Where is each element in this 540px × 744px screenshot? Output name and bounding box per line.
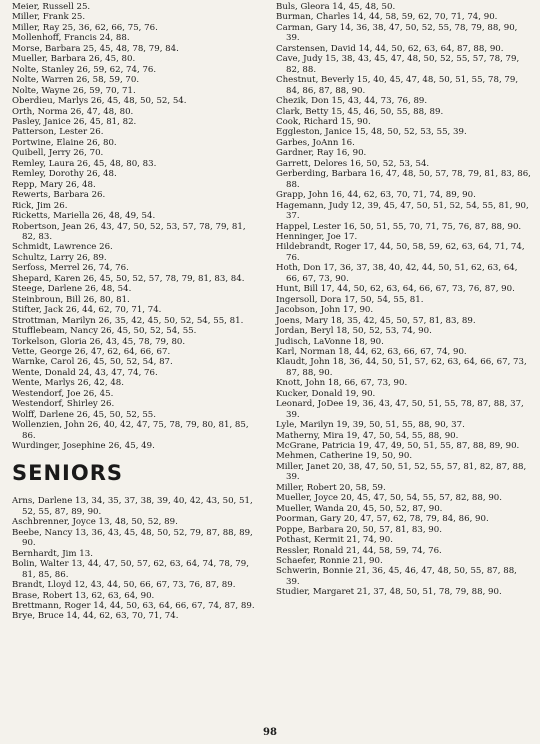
index-entry: Matherny, Mira 19, 47, 50, 54, 55, 88, 90.	[276, 430, 459, 441]
index-entry: Studier, Margaret 21, 37, 48, 50, 51, 78, 79, 88, 90.	[276, 587, 502, 598]
index-entry: Torkelson, Gloria 26, 43, 45, 78, 79, 80.	[12, 336, 186, 347]
index-entry: Brettmann, Roger 14, 44, 50, 63, 64, 66, 67, 74, 87, 89.	[12, 601, 255, 612]
index-entry: Cook, Richard 15, 90.	[276, 116, 371, 127]
index-entry: Joens, Mary 18, 35, 42, 45, 50, 57, 81, 83, 89.	[276, 315, 476, 326]
index-entry: Wolff, Darlene 26, 45, 50, 52, 55.	[12, 409, 157, 420]
index-entry: Miller, Frank 25.	[12, 12, 86, 23]
index-entry: Westendorf, Shirley 26.	[12, 399, 115, 410]
index-entry: Stifter, Jack 26, 44, 62, 70, 71, 74.	[12, 305, 162, 316]
index-entry: Warnke, Carol 26, 45, 50, 52, 54, 87.	[12, 357, 173, 368]
index-entry: Chezik, Don 15, 43, 44, 73, 76, 89.	[276, 96, 428, 107]
index-entry: Buls, Gleora 14, 45, 48, 50.	[276, 2, 396, 12]
index-entry: Schwerin, Bonnie 21, 36, 45, 46, 47, 48, 50, 55, 87, 88, 39.	[276, 566, 517, 587]
index-entry: Pasley, Janice 26, 45, 81, 82.	[12, 116, 137, 127]
index-entry: Poppe, Barbara 20, 50, 57, 81, 83, 90.	[276, 524, 442, 535]
index-entry: Mueller, Wanda 20, 45, 50, 52, 87, 90.	[276, 503, 443, 514]
index-entry: Patterson, Lester 26.	[12, 127, 104, 138]
index-entry: Mueller, Barbara 26, 45, 80.	[12, 54, 136, 65]
index-entry: Rewerts, Barbara 26.	[12, 190, 106, 201]
index-entry: Garrett, Delores 16, 50, 52, 53, 54.	[276, 158, 430, 169]
index-entry: Repp, Mary 26, 48.	[12, 179, 96, 190]
index-entry: Shepard, Karen 26, 45, 50, 52, 57, 78, 79, 81, 83, 84.	[12, 273, 245, 284]
index-entry: Grapp, John 16, 44, 62, 63, 70, 71, 74, 89, 90.	[276, 190, 476, 201]
index-entry: Aschbrenner, Joyce 13, 48, 50, 52, 89.	[12, 517, 178, 528]
index-entry: Miller, Ray 25, 36, 62, 66, 75, 76.	[12, 22, 158, 33]
index-entry: Brandt, Lloyd 12, 43, 44, 50, 66, 67, 73, 76, 87, 89.	[12, 580, 236, 591]
index-entry: Carman, Gary 14, 36, 38, 47, 50, 52, 55, 78, 79, 88, 90, 39.	[276, 22, 518, 44]
seniors-index-list-continued	[276, 2, 532, 598]
index-entry: McGrane, Patricia 19, 47, 49, 50, 51, 55, 87, 88, 89, 90.	[276, 441, 520, 452]
index-entry: Burman, Charles 14, 44, 58, 59, 62, 70, 71, 74, 90.	[276, 12, 498, 23]
index-entry: Vette, George 26, 47, 62, 64, 66, 67.	[12, 346, 171, 357]
index-entry: Hagemann, Judy 12, 39, 45, 47, 50, 51, 52, 54, 55, 81, 90, 37.	[276, 200, 529, 222]
index-entry: Ressler, Ronald 21, 44, 58, 59, 74, 76.	[276, 545, 442, 556]
index-entry: Quibell, Jerry 26, 70.	[12, 148, 104, 159]
index-entry: Wente, Marlys 26, 42, 48.	[12, 378, 124, 389]
index-entry: Orth, Norma 26, 47, 48, 80.	[12, 106, 134, 117]
index-entry: Rick, Jim 26.	[12, 200, 68, 211]
index-entry: Steege, Darlene 26, 48, 54.	[12, 284, 132, 295]
page-number: 98	[263, 727, 277, 738]
index-entry: Arns, Darlene 13, 34, 35, 37, 38, 39, 40, 42, 43, 50, 51, 52, 55, 87, 89, 90.	[12, 496, 253, 517]
index-entry: Serfoss, Merrel 26, 74, 76.	[12, 263, 129, 274]
index-entry: Nolte, Wayne 26, 59, 70, 71.	[12, 85, 136, 96]
index-entry: Miller, Robert 20, 58, 59.	[276, 482, 386, 493]
index-entry: Leonard, JoDee 19, 36, 43, 47, 50, 51, 55, 78, 87, 88, 37, 39.	[276, 399, 524, 420]
seniors-index-list	[12, 496, 260, 621]
index-entry: Meier, Russell 25.	[12, 2, 91, 12]
index-entry: Eggleston, Janice 15, 48, 50, 52, 53, 55, 39.	[276, 127, 467, 138]
index-entry: Stufflebeam, Nancy 26, 45, 50, 52, 54, 55.	[12, 326, 197, 337]
index-entry: Mueller, Joyce 20, 45, 47, 50, 54, 55, 57, 82, 88, 90.	[276, 493, 502, 504]
index-entry: Jacobson, John 17, 90.	[276, 305, 374, 316]
index-entry: Henninger, Joe 17.	[276, 231, 358, 242]
index-entry: Clark, Betty 15, 45, 46, 50, 55, 88, 89.	[276, 106, 444, 117]
index-entry: Strottman, Marilyn 26, 35, 42, 45, 50, 52, 54, 55, 81.	[12, 315, 244, 326]
index-entry: Chestnut, Beverly 15, 40, 45, 47, 48, 50, 51, 55, 78, 79, 84, 86, 87, 88, 90.	[276, 75, 519, 96]
index-entry: Hildebrandt, Roger 17, 44, 50, 58, 59, 62, 63, 64, 71, 74, 76.	[276, 242, 525, 263]
index-entry: Bolin, Walter 13, 44, 47, 50, 57, 62, 63, 64, 74, 78, 79, 81, 85, 86.	[12, 559, 249, 580]
index-entry: Knott, John 18, 66, 67, 73, 90.	[276, 378, 408, 389]
index-entry: Karl, Norman 18, 44, 62, 63, 66, 67, 74, 90.	[276, 346, 467, 357]
index-entry: Lyle, Marilyn 19, 39, 50, 51, 55, 88, 90, 37.	[276, 420, 465, 431]
index-entry: Remley, Dorothy 26, 48.	[12, 169, 117, 180]
index-entry: Miller, Janet 20, 38, 47, 50, 51, 52, 55, 57, 81, 82, 87, 88, 39.	[276, 461, 527, 483]
index-entry: Kucker, Donald 19, 90.	[276, 388, 376, 399]
index-entry: Jordan, Beryl 18, 50, 52, 53, 74, 90.	[276, 326, 432, 337]
index-entry: Schultz, Larry 26, 89.	[12, 252, 107, 263]
index-entry: Westendorf, Joe 26, 45.	[12, 388, 114, 399]
index-entry: Pothast, Kermit 21, 74, 90.	[276, 535, 393, 546]
index-entry: Klaudt, John 18, 36, 44, 50, 51, 57, 62, 63, 64, 66, 67, 73, 87, 88, 90.	[276, 357, 527, 378]
index-entry: Morse, Barbara 25, 45, 48, 78, 79, 84.	[12, 43, 179, 54]
index-entry: Wurdinger, Josephine 26, 45, 49.	[12, 441, 155, 452]
index-entry: Bernhardt, Jim 13.	[12, 548, 93, 559]
index-entry: Ingersoll, Dora 17, 50, 54, 55, 81.	[276, 294, 424, 305]
index-entry: Judisch, LaVonne 18, 90.	[276, 336, 384, 347]
index-entry: Happel, Lester 16, 50, 51, 55, 70, 71, 75, 76, 87, 88, 90.	[276, 221, 522, 232]
index-entry: Carstensen, David 14, 44, 50, 62, 63, 64, 87, 88, 90.	[276, 43, 504, 54]
index-entry: Schmidt, Lawrence 26.	[12, 242, 113, 253]
index-entry: Hunt, Bill 17, 44, 50, 62, 63, 64, 66, 67, 73, 76, 87, 90.	[276, 284, 515, 295]
index-entry: Schaefer, Ronnie 21, 90.	[276, 556, 383, 567]
index-entry: Ricketts, Mariella 26, 48, 49, 54.	[12, 211, 156, 222]
index-entry: Portwine, Elaine 26, 80.	[12, 137, 117, 148]
index-entry: Garbes, JoAnn 16.	[276, 137, 355, 148]
index-entry: Mollenhoff, Francis 24, 88.	[12, 33, 130, 44]
index-entry: Mehmen, Catherine 19, 50, 90.	[276, 451, 413, 462]
index-entry: Nolte, Warren 26, 58, 59, 70.	[12, 75, 140, 86]
index-entry: Cave, Judy 15, 38, 43, 45, 47, 48, 50, 52, 55, 57, 78, 79, 82, 88.	[276, 54, 520, 75]
index-entry: Brye, Bruce 14, 44, 62, 63, 70, 71, 74.	[12, 611, 179, 622]
index-entry: Wollenzien, John 26, 40, 42, 47, 75, 78, 79, 80, 81, 85, 86.	[12, 420, 249, 441]
index-entry: Robertson, Jean 26, 43, 47, 50, 52, 53, 57, 78, 79, 81, 82, 83.	[12, 221, 246, 242]
index-entry: Beebe, Nancy 13, 36, 43, 45, 48, 50, 52, 79, 87, 88, 89, 90.	[12, 527, 253, 549]
index-entry: Gerberding, Barbara 16, 47, 48, 50, 57, 78, 79, 81, 83, 86, 88.	[276, 169, 531, 190]
index-entry: Brase, Robert 13, 62, 63, 64, 90.	[12, 590, 155, 601]
index-entry: Wente, Donald 24, 43, 47, 74, 76.	[12, 367, 158, 378]
index-entry: Gardner, Ray 16, 90.	[276, 148, 367, 159]
index-entry: Hoth, Don 17, 36, 37, 38, 40, 42, 44, 50, 51, 62, 63, 64, 66, 67, 73, 90.	[276, 263, 518, 284]
index-entry: Steinbroun, Bill 26, 80, 81.	[12, 294, 130, 305]
right-column	[276, 2, 532, 598]
index-entry: Remley, Laura 26, 45, 48, 80, 83.	[12, 158, 157, 169]
index-entry: Nolte, Stanley 26, 59, 62, 74, 76.	[12, 64, 157, 75]
seniors-heading: SENIORS	[12, 461, 124, 486]
underclass-index-list	[12, 2, 260, 451]
index-entry: Oberdieu, Marlys 26, 45, 48, 50, 52, 54.	[12, 96, 187, 107]
index-entry: Poorman, Gary 20, 47, 57, 62, 78, 79, 84, 86, 90.	[276, 514, 489, 525]
left-column	[12, 2, 260, 622]
